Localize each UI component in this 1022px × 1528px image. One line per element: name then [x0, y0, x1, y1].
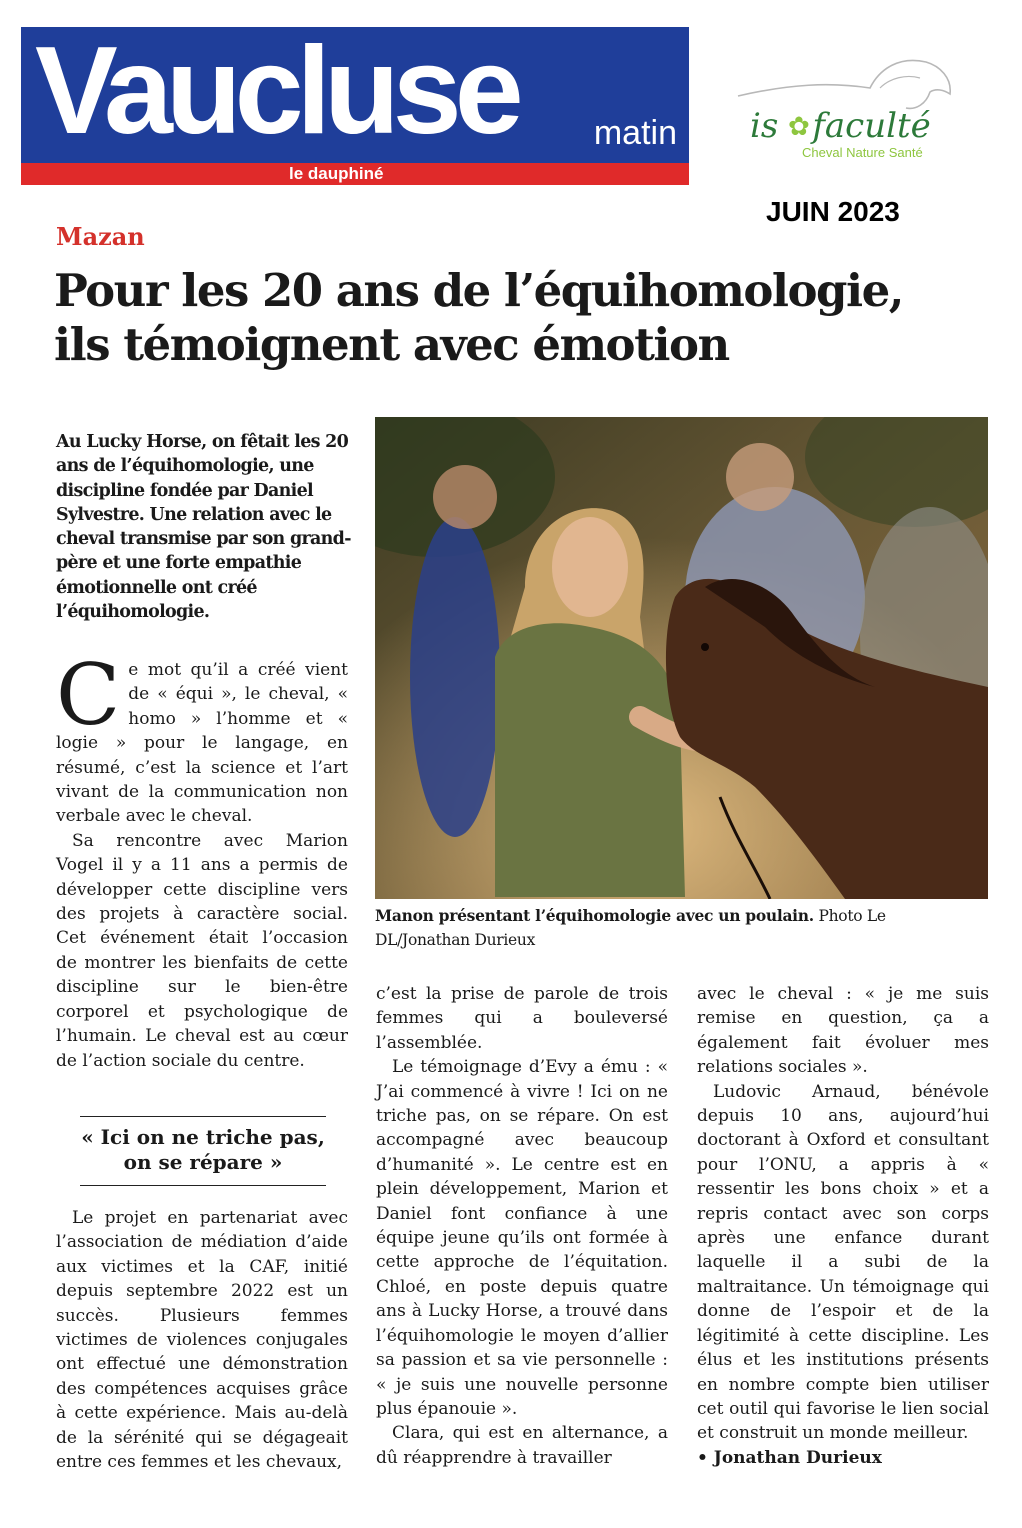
- author-signature: • Jonathan Durieux: [697, 1447, 882, 1468]
- masthead-title: Vaucluse: [35, 27, 517, 160]
- article-paragraph: Ludovic Arnaud, bénévole depuis 10 ans, aujourd’hui doctorant à Oxford et consultant pour l’ONU, a appris à « ressentir les bons choix » et a repris contact avec son corps après une enfance durant laquelle il a subi de la maltraitance. Un témoignage qui donne de l’espoir et de la légitimité à cette discipline. Les élus et les institutions présents en nombre compte bien utiliser cet outil qui favorise le lien social et construit un monde meilleur.: [697, 1081, 989, 1444]
- partner-logo: [730, 48, 970, 168]
- partner-name: [750, 106, 931, 146]
- article-paragraph: c’est la prise de parole de trois femmes qui a bouleversé l’assemblée.: [376, 984, 668, 1053]
- issue-date: JUIN 2023: [766, 196, 900, 227]
- article-photo: [375, 417, 988, 899]
- article-paragraph: Clara, qui est en alternance, a dû réapprendre à travailler: [376, 1423, 668, 1468]
- article-paragraph: avec le cheval : « je me suis remise en question, ça a également fait évoluer mes relations sociales ».: [697, 984, 989, 1078]
- clover-icon: ✿: [788, 112, 810, 142]
- article-headline: [54, 264, 974, 372]
- article-lead: Au Lucky Horse, on fêtait les 20 ans de l’équihomologie, une discipline fondée par Daniel Sylvestre. Une relation avec le cheval transmise par son grand-père et une forte empathie émotionnelle ont créé l’équihomologie.: [56, 432, 351, 623]
- partner-name-left: is: [750, 106, 779, 146]
- photo-caption: [375, 904, 985, 952]
- paragraph-text: e mot qu’il a créé vient de « équi », le cheval, « homo » l’homme et « logie » pour le langage, en résumé, c’est la science et l’art vivant de la communication non verbale avec le cheval.: [56, 660, 348, 827]
- pull-quote: « Ici on ne triche pas, on se répare »: [80, 1116, 326, 1186]
- article-kicker: Mazan: [56, 222, 145, 251]
- photo-illustration: [375, 417, 988, 899]
- headline-line-1: Pour les 20 ans de l’équihomologie,: [54, 264, 903, 317]
- article-paragraph: Sa rencontre avec Marion Vogel il y a 11 ans a permis de développer cette discipline vers des projets à caractère social. Cet événement était l’occasion de montrer les bienfaits de cette discipline sur le bien-être corporel et psychologique de l’humain. Le cheval est au cœur de l’action sociale du centre.: [56, 830, 348, 1071]
- headline-line-2: ils témoignent avec émotion: [54, 318, 729, 371]
- partner-name-right: faculté: [812, 106, 931, 146]
- caption-credit: Photo Le DL/Jonathan Durieux: [375, 907, 886, 949]
- drop-cap: C: [56, 646, 121, 744]
- article-column-3: [697, 982, 989, 1470]
- article-column-1-continued: [56, 1206, 348, 1474]
- article-paragraph: Le témoignage d’Evy a ému : « J’ai commencé à vivre ! Ici on ne triche pas, on se répare. On est accompagné avec beaucoup d’humanité ». Le centre est en plein développement, Marion et Daniel font confiance à une équipe jeune qu’ils ont formée à cette approche de l’équitation. Chloé, en poste depuis quatre ans à Lucky Horse, a trouvé dans l’équihomologie le moyen d’allier sa passion et sa vie personnelle : « je suis une nouvelle personne plus épanouie ».: [376, 1057, 668, 1419]
- article-column-1: [56, 646, 348, 1073]
- caption-text: Manon présentant l’équihomologie avec un poulain.: [375, 906, 814, 925]
- newspaper-masthead: [21, 27, 689, 185]
- article-paragraph: Le projet en partenariat avec l’association de médiation d’aide aux victimes et la CAF, initié depuis septembre 2022 est un succès. Plusieurs femmes victimes de violences conjugales ont effectué une démonstration des compétences acquises grâce à cette expérience. Mais au-delà de la sérénité qui se dégageait entre ces femmes et les chevaux,: [56, 1208, 348, 1473]
- masthead-band: [21, 163, 689, 185]
- article-column-2: [376, 982, 668, 1470]
- masthead-band-label: le dauphiné: [289, 164, 384, 183]
- partner-tagline: Cheval Nature Santé: [802, 145, 923, 160]
- masthead-subtitle: matin: [593, 114, 677, 152]
- article-paragraph: [56, 646, 348, 829]
